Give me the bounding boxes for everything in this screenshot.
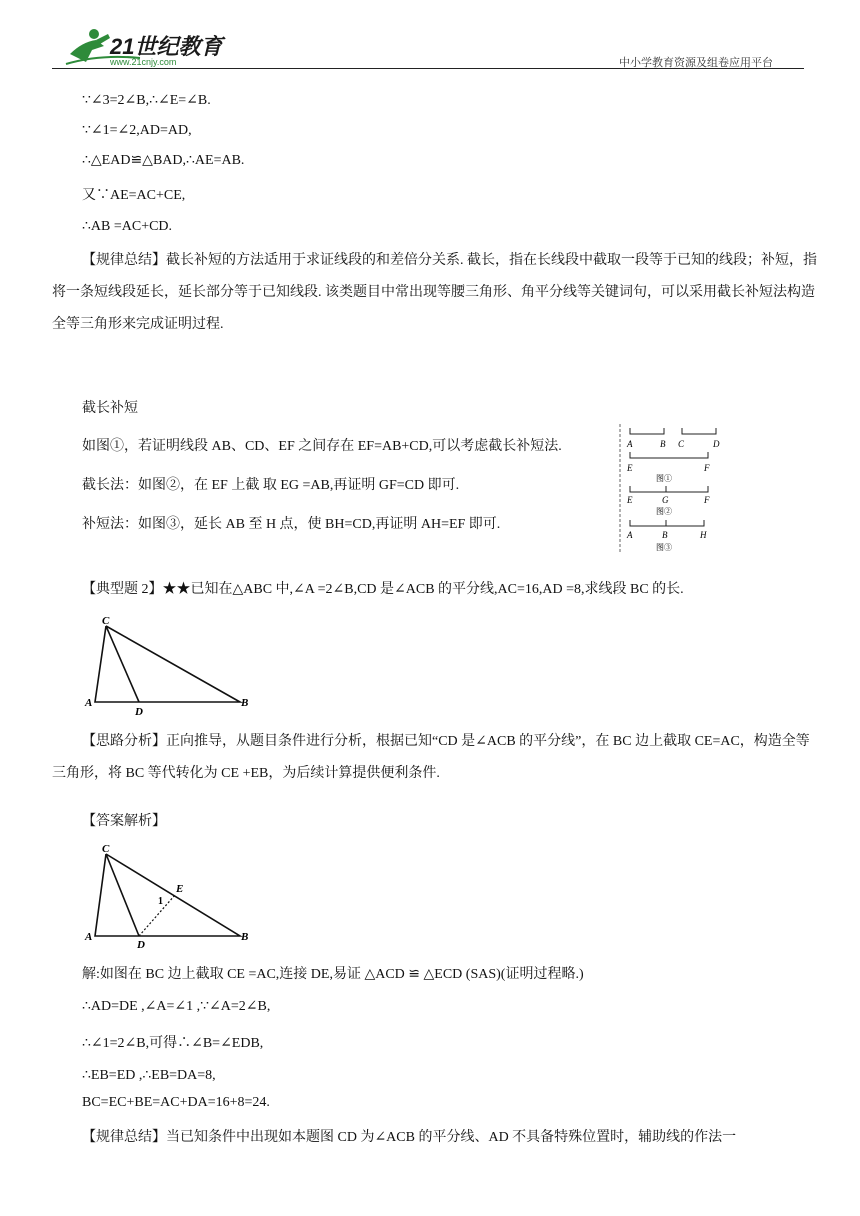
tri2-label-d: D bbox=[137, 939, 145, 950]
tri2-label-e: E bbox=[176, 883, 184, 895]
seg-label-c1: C bbox=[678, 439, 685, 449]
seg-label-f2: F bbox=[704, 495, 710, 505]
tri2-label-a: A bbox=[85, 931, 93, 943]
seg-label-f1: F bbox=[704, 463, 710, 473]
proof-line-4: 又∵AE=AC+CE, bbox=[82, 188, 186, 203]
solution-line-4: ∴EB=ED ,∴EB=DA=8, bbox=[82, 1068, 216, 1083]
proof-line-3: ∴△EAD≌△BAD,∴AE=AB. bbox=[82, 153, 245, 168]
seg-label-b3: B bbox=[662, 530, 668, 540]
solution-line-5: BC=EC+BE=AC+DA=16+8=24. bbox=[82, 1095, 270, 1110]
seg-label-e1: E bbox=[627, 463, 633, 473]
tri2-label-c: C bbox=[102, 843, 110, 855]
proof-line-5: ∴AB =AC+CD. bbox=[82, 219, 173, 234]
answer-title: 【答案解析】 bbox=[82, 814, 166, 829]
site-name: 中小学教育资源及组卷应用平台 bbox=[619, 56, 773, 69]
tri1-label-a: A bbox=[85, 697, 93, 709]
tri1-label-c: C bbox=[102, 615, 110, 627]
fig2-caption: 图② bbox=[656, 507, 672, 516]
tri1-label-d: D bbox=[135, 706, 143, 718]
seg-label-a1: A bbox=[627, 439, 633, 449]
solution-line-2: ∴AD=DE ,∠A=∠1 ,∵∠A=2∠B, bbox=[82, 999, 271, 1014]
summary-paragraph-1: 【规律总结】截长补短的方法适用于求证线段的和差倍分关系. 截长，指在长线段中截取一段等于已知的线段；补短，指将一条短线段延长，延长部分等于已知线段. 该类题目中常出现等腰三角形、角平分线等关键词句，可以采用截长补短法构造全等三角形来完成证明过程. bbox=[52, 253, 817, 332]
analysis-paragraph: 【思路分析】正向推导，从题目条件进行分析，根据已知“CD 是∠ACB 的平分线”，在 BC 边上截取 CE=AC，构造全等三角形，将 BC 等代转化为 CE +EB，为后续计算提供便利条件. bbox=[52, 734, 810, 781]
logo-title: 21世纪教育 bbox=[110, 34, 223, 59]
proof-line-1: ∵∠3=2∠B,∴∠E=∠B. bbox=[82, 93, 211, 108]
segment-figure bbox=[616, 420, 726, 556]
fig3-caption: 图③ bbox=[656, 543, 672, 552]
solution-line-1: 解:如图在 BC 边上截取 CE =AC,连接 DE,易证 △ACD ≌ △ECD (SAS)(证明过程略.) bbox=[82, 967, 584, 982]
seg-label-e2: E bbox=[627, 495, 633, 505]
seg-label-g2: G bbox=[662, 495, 669, 505]
header-rule bbox=[52, 68, 804, 69]
seg-label-b1: B bbox=[660, 439, 666, 449]
fig1-caption: 图① bbox=[656, 474, 672, 483]
summary-paragraph-2: 【规律总结】当已知条件中出现如本题图 CD 为∠ACB 的平分线、AD 不具备特殊位置时，辅助线的作法一 bbox=[82, 1130, 737, 1145]
seg-label-h3: H bbox=[700, 530, 707, 540]
logo-url: www.21cnjy.com bbox=[110, 57, 177, 67]
seg-label-a3: A bbox=[627, 530, 633, 540]
tri2-angle-1-label: 1 bbox=[158, 896, 163, 907]
solution-line-3: ∴∠1=2∠B,可得∴∠B=∠EDB, bbox=[82, 1036, 264, 1051]
method-line-2: 截长法：如图②，在 EF 上截 取 EG =AB,再证明 GF=CD 即可. bbox=[82, 478, 460, 493]
method-line-1: 如图①，若证明线段 AB、CD、EF 之间存在 EF=AB+CD,可以考虑截长补短法. bbox=[82, 439, 562, 454]
method-line-3: 补短法：如图③，延长 AB 至 H 点，使 BH=CD,再证明 AH=EF 即可. bbox=[82, 517, 501, 532]
tri1-label-b: B bbox=[241, 697, 249, 709]
method-title: 截长补短 bbox=[82, 401, 138, 416]
triangle-figure-1 bbox=[80, 612, 260, 720]
tri2-label-b: B bbox=[241, 931, 249, 943]
triangle-figure-2 bbox=[80, 840, 260, 950]
seg-label-d1: D bbox=[713, 439, 720, 449]
proof-line-2: ∵∠1=∠2,AD=AD, bbox=[82, 123, 192, 138]
problem-2-statement: 【典型题 2】★★已知在△ABC 中,∠A =2∠B,CD 是∠ACB 的平分线,AC=16,AD =8,求线段 BC 的长. bbox=[82, 582, 684, 597]
